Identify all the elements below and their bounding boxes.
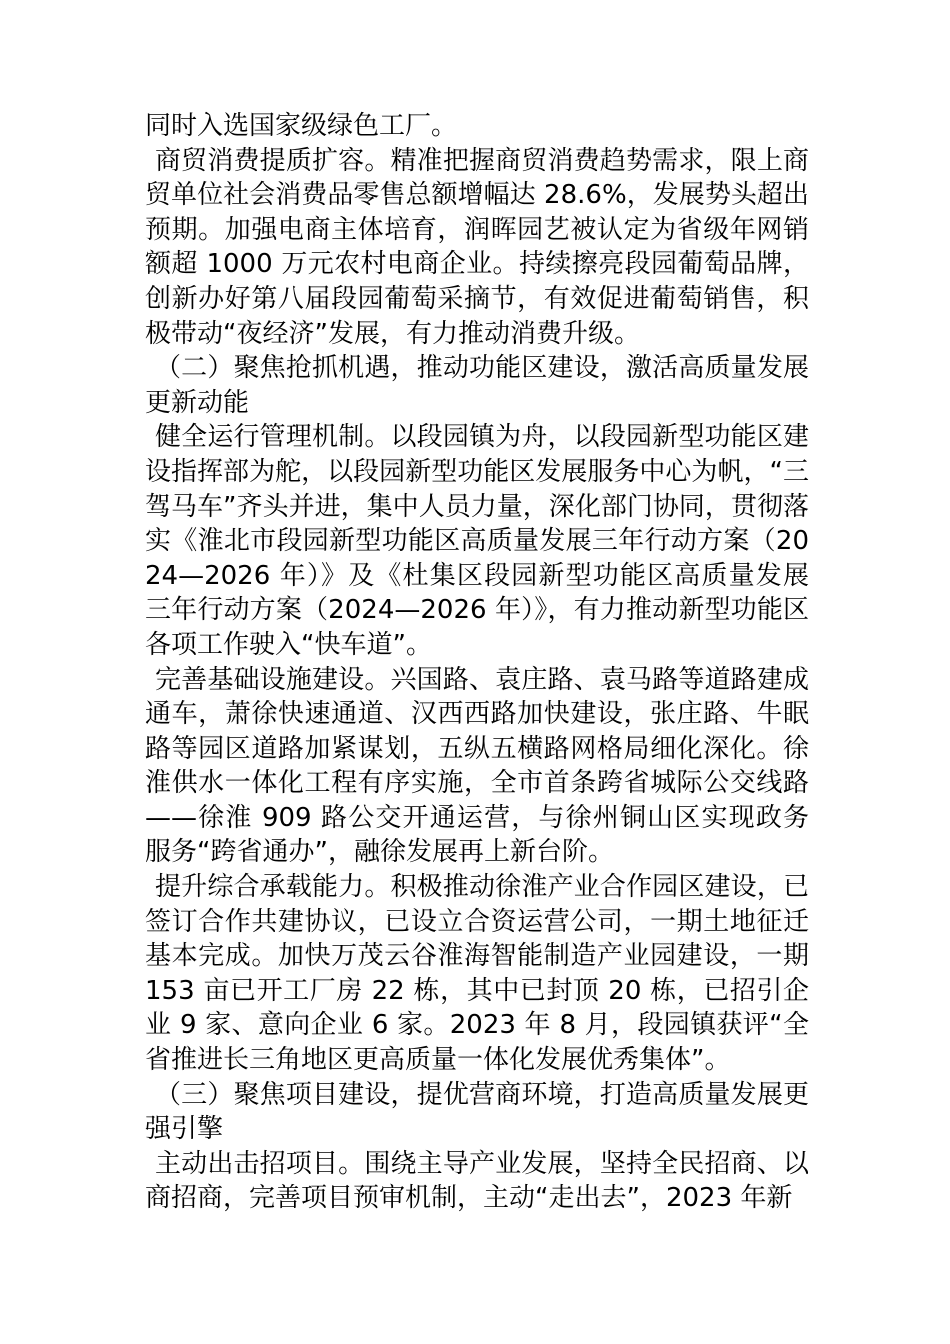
section-heading-3: （三）聚焦项目建设，提优营商环境，打造高质量发展更强引擎 (145, 1079, 809, 1145)
paragraph-continuation: 同时入选国家级绿色工厂。 (145, 111, 458, 141)
paragraph-management: 健全运行管理机制。以段园镇为舟，以段园新型功能区建设指挥部为舵，以段园新型功能区发展服务中心为帆，“三驾马车”齐头并进，集中人员力量，深化部门协同，贯彻落实《淮北市段园新型功能区高质量发展三年行动方案（2024—2026 年）》及《杜集区段园新型功能区高质量发展三年行动方案（2024—2026 年）》，有力推动新型功能区各项工作驶入“快车道”。 (145, 422, 809, 660)
document-body (145, 109, 809, 1216)
paragraph-commerce: 商贸消费提质扩容。精准把握商贸消费趋势需求，限上商贸单位社会消费品零售总额增幅达 28.6%，发展势头超出预期。加强电商主体培育，润晖园艺被认定为省级年网销额超 1000 万元农村电商企业。持续擦亮段园葡萄品牌，创新办好第八届段园葡萄采摘节，有效促进葡萄销售，积极带动“夜经济”发展，有力推动消费升级。 (145, 145, 809, 349)
section-heading-2: （二）聚焦抢抓机遇，推动功能区建设，激活高质量发展更新动能 (145, 353, 809, 418)
paragraph-capacity: 提升综合承载能力。积极推动徐淮产业合作园区建设，已签订合作共建协议，已设立合资运营公司，一期土地征迁基本完成。加快万茂云谷淮海智能制造产业园建设，一期 153 亩已开工厂房 22 栋，其中已封顶 20 栋，已招引企业 9 家、意向企业 6 家。2023 年 8 月，段园镇获评“全省推进长三角地区更高质量一体化发展优秀集体”。 (145, 872, 809, 1076)
paragraph-projects: 主动出击招项目。围绕主导产业发展，坚持全民招商、以商招商，完善项目预审机制，主动“走出去”，2023 年新 (145, 1148, 809, 1214)
paragraph-infrastructure: 完善基础设施建设。兴国路、袁庄路、袁马路等道路建成通车，萧徐快速通道、汉西西路加快建设，张庄路、牛眠路等园区道路加紧谋划，五纵五横路网格局细化深化。徐淮供水一体化工程有序实施，全市首条跨省城际公交线路——徐淮 909 路公交开通运营，与徐州铜山区实现政务服务“跨省通办”，融徐发展再上新台阶。 (145, 664, 809, 868)
